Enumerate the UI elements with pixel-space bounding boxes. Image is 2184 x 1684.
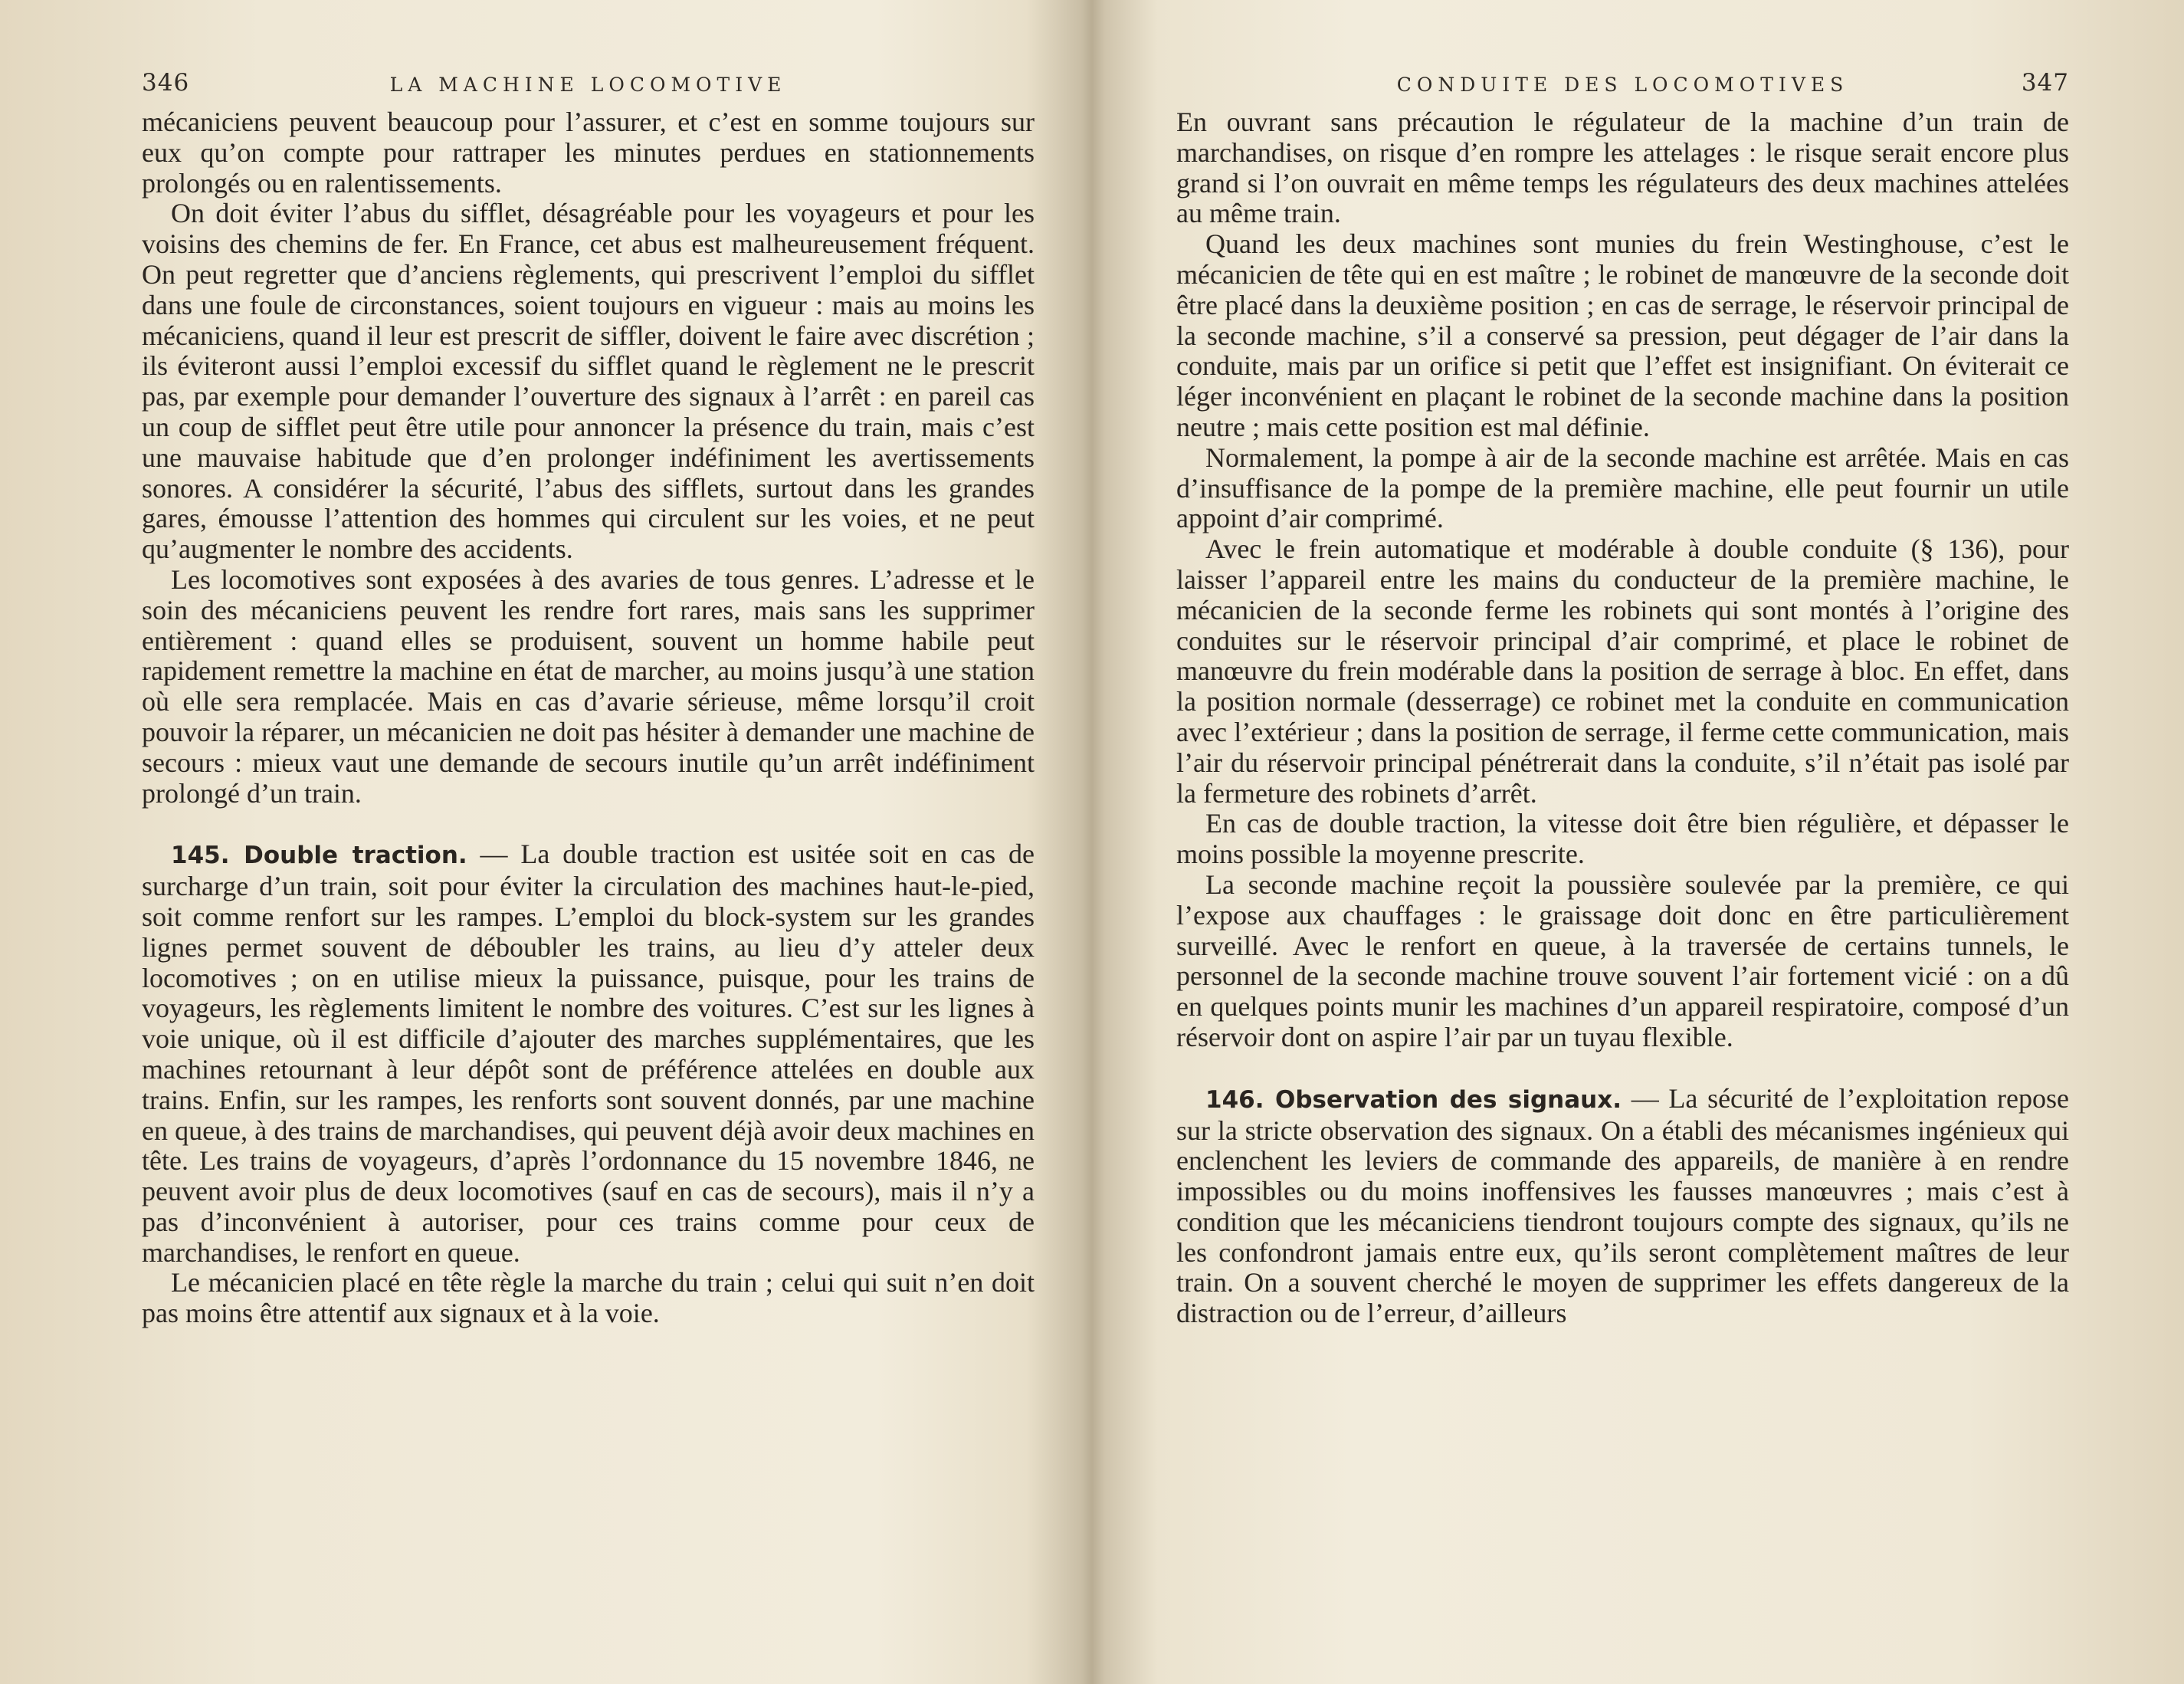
left-body-text bbox=[142, 107, 1035, 1329]
paragraph: En ouvrant sans précaution le régulateur de la machine d’un train de marchandises, on risque d’en rompre les attelages : le risque serait encore plus grand si l’on ouvrait en même temps les régulateurs des deux machines attelées au même train. bbox=[1176, 107, 2069, 229]
paragraph: Quand les deux machines sont munies du frein Westinghouse, c’est le mécanicien de tête qui en est maître ; le robinet de manœuvre de la seconde doit être placé dans la deuxième position ; en cas de serrage, le réservoir principal de la seconde machine, s’il a conservé sa pression, peut dégager de l’air dans la conduite, mais par un orifice si petit que l’effet est insignifiant. On éviterait ce léger inconvénient en plaçant le robinet de la seconde machine dans la position neutre ; mais cette position est mal définie. bbox=[1176, 228, 2069, 442]
paragraph: On doit éviter l’abus du sifflet, désagréable pour les voyageurs et pour les voisins des chemins de fer. En France, cet abus est malheureusement fréquent. On peut regretter que d’anciens règlements, qui prescrivent l’emploi du sifflet dans une foule de circonstances, soient toujours en vigueur : mais au moins les mécaniciens, quand il leur est prescrit de siffler, doivent le faire avec discrétion ; ils éviteront aussi l’emploi excessif du sifflet quand le règlement ne le prescrit pas, par exemple pour demander l’ouverture des signaux à l’arrêt : en pareil cas un coup de sifflet peut être utile pour annoncer la présence du train, mais c’est une mauvaise habitude que d’en prolonger indéfiniment les avertissements sonores. A considérer la sécurité, l’abus des sifflets, surtout dans les grandes gares, émousse l’attention des hommes qui circulent sur les voies, et ne peut qu’augmenter le nombre des accidents. bbox=[142, 198, 1035, 565]
left-running-head bbox=[142, 61, 1035, 107]
paragraph: Normalement, la pompe à air de la seconde machine est arrêtée. Mais en cas d’insuffisance de la pompe de la première machine, elle peut fournir un utile appoint d’air comprimé. bbox=[1176, 442, 2069, 534]
left-page-number: 346 bbox=[142, 69, 190, 97]
section-145 bbox=[142, 839, 1035, 1268]
right-body-text bbox=[1176, 107, 2069, 1329]
paragraph: mécaniciens peuvent beaucoup pour l’assurer, et c’est en somme toujours sur eux qu’on compte pour rattraper les minutes perdues en stationnements prolongés ou en ralentissements. bbox=[142, 107, 1035, 199]
right-running-head bbox=[1176, 61, 2069, 107]
section-146 bbox=[1176, 1084, 2069, 1329]
section-title: 145. Double traction. bbox=[171, 842, 467, 870]
left-running-title: LA MACHINE LOCOMOTIVE bbox=[389, 74, 787, 96]
paragraph: En cas de double traction, la vitesse doit être bien régulière, et dépasser le moins possible la moyenne prescrite. bbox=[1176, 808, 2069, 870]
section-text: — La sécurité de l’exploitation repose sur la stricte observation des signaux. On a établi des mécanismes ingénieux qui enclenchent les leviers de commande des appareils, de manière à en rendre impossibles ou du moins inoffensives les fausses manœuvres ; mais c’est à condition que les mécaniciens tiendront toujours compte des signaux, qu’ils ne les confondront jamais entre eux, qu’ils seront complètement maîtres de leur train. On a souvent cherché le moyen de supprimer les effets dangereux de la distraction ou de l’erreur, d’ailleurs bbox=[1176, 1082, 2069, 1329]
paragraph: La seconde machine reçoit la poussière soulevée par la première, ce qui l’expose aux chauffages : le graissage doit donc en être particulièrement surveillé. Avec le renfort en queue, à la traversée de certains tunnels, le personnel de la seconde machine trouve souvent l’air fortement vicié : on a dû en quelques points munir les machines d’un appareil respiratoire, composé d’un réservoir dont on aspire l’air par un tuyau flexible. bbox=[1176, 868, 2069, 1052]
section-text: — La double traction est usitée soit en cas de surcharge d’un train, soit pour éviter la circulation des machines haut-le-pied, soit comme renfort sur les rampes. L’emploi du block-system sur les grandes lignes permet souvent de déboubler les trains, au lieu d’y atteler deux locomotives ; on en utilise mieux la puissance, puisque, pour les trains de voyageurs, les règlements limitent le nombre des voitures. C’est sur les lignes à voie unique, où il est difficile d’ajouter des marches supplémentaires, que les machines retournant à leur dépôt sont de préférence attelées en double aux trains. Enfin, sur les rampes, les renforts sont souvent donnés, par une machine en queue, à des trains de marchandises, qui peuvent déjà avoir deux machines en tête. Les trains de voyageurs, d’après l’ordonnance du 15 novembre 1846, ne peuvent avoir plus de deux locomotives (sauf en cas de secours), mais il n’y a pas d’inconvénient à autoriser, pour ces trains comme pour ceux de marchandises, le renfort en queue. bbox=[142, 839, 1035, 1268]
section-title: 146. Observation des signaux. bbox=[1205, 1085, 1622, 1114]
paragraph: Les locomotives sont exposées à des avaries de tous genres. L’adresse et le soin des mécaniciens peuvent les rendre fort rares, mais sans les supprimer entièrement : quand elles se produisent, souvent un homme habile peut rapidement remettre la machine en état de marcher, au moins jusqu’à une station où elle sera remplacée. Mais en cas d’avarie sérieuse, même lorsqu’il croit pouvoir la réparer, un mécanicien ne doit pas hésiter à demander une machine de secours : mieux vaut une demande de secours inutile qu’un arrêt indéfiniment prolongé d’un train. bbox=[142, 563, 1035, 809]
right-page bbox=[1176, 61, 2069, 1329]
right-running-title: CONDUITE DES LOCOMOTIVES bbox=[1396, 74, 1849, 96]
paragraph: Avec le frein automatique et modérable à double conduite (§ 136), pour laisser l’appareil entre les mains du conducteur de la première machine, le mécanicien de la seconde ferme les robinets qui sont montés à l’origine des conduites sur le réservoir principal d’air comprimé, et place le robinet de manœuvre du frein modérable dans la position de serrage à bloc. En effet, dans la position normale (desserrage) ce robinet met la conduite en communication avec l’extérieur ; dans la position de serrage, il ferme cette communication, mais l’air du réservoir principal pénétrerait dans la conduite, s’il n’était pas isolé par la fermeture des robinets d’arrêt. bbox=[1176, 533, 2069, 809]
left-page bbox=[142, 61, 1035, 1329]
paragraph: Le mécanicien placé en tête règle la marche du train ; celui qui suit n’en doit pas moins être attentif aux signaux et à la voie. bbox=[142, 1267, 1035, 1329]
right-page-number: 347 bbox=[2021, 69, 2069, 97]
